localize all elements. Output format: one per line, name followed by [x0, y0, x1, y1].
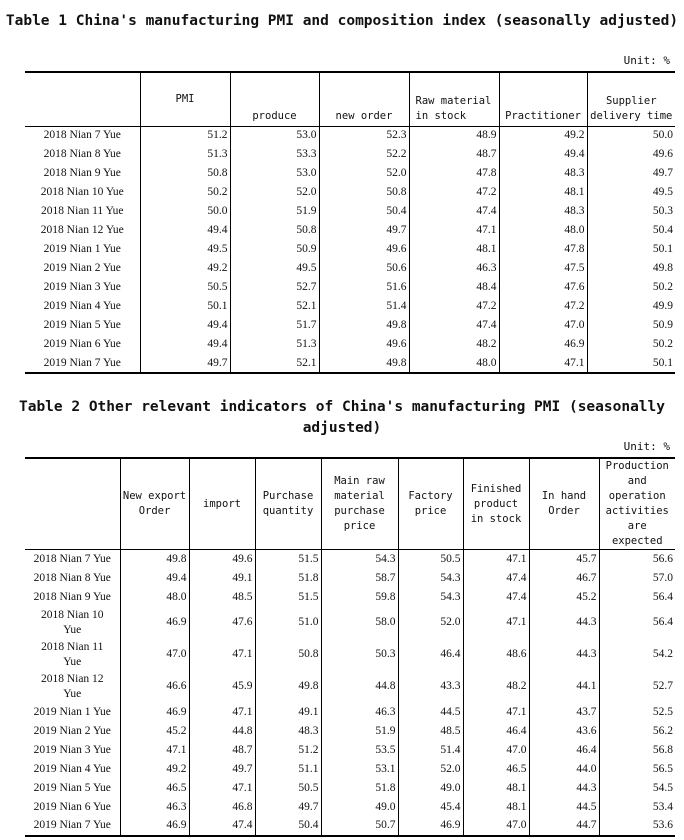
table-cell: 51.5: [255, 588, 321, 607]
table-row: [25, 335, 675, 354]
table-cell: 44.0: [529, 760, 599, 779]
table-cell: 51.4: [319, 297, 409, 316]
table-row: [25, 183, 675, 202]
row-label: 2018 Nian 8 Yue: [43, 148, 121, 160]
table-cell: 47.6: [189, 607, 255, 639]
table-cell: 47.4: [409, 316, 499, 335]
table-cell: 46.9: [499, 335, 587, 354]
table-cell: 52.5: [599, 703, 675, 722]
table-row: [25, 741, 675, 760]
table-cell: 53.5: [321, 741, 398, 760]
row-label: 2019 Nian 2 Yue: [43, 262, 121, 274]
table-cell: 48.3: [255, 722, 321, 741]
table-cell: 51.7: [230, 316, 319, 335]
row-label: 2018 Nian 7 Yue: [43, 129, 121, 142]
table2-header: import: [189, 458, 255, 550]
table-cell: 49.5: [230, 259, 319, 278]
table2-header-row: [25, 458, 675, 550]
table-cell: 51.0: [255, 607, 321, 639]
table-row: [25, 798, 675, 817]
table-cell: 46.9: [120, 607, 189, 639]
table-cell: 50.6: [319, 259, 409, 278]
table-cell: 44.3: [529, 779, 599, 798]
table1-header: produce: [230, 72, 319, 126]
table-cell: 52.2: [319, 145, 409, 164]
table-cell: 46.9: [120, 703, 189, 722]
table-cell: 43.3: [398, 671, 463, 703]
table-cell: 43.6: [529, 722, 599, 741]
table-cell: 50.3: [321, 639, 398, 671]
table-cell: 48.0: [499, 221, 587, 240]
table-cell: 54.5: [599, 779, 675, 798]
table2-title: Table 2 Other relevant indicators of China's manufacturing PMI (seasonally adjusted): [18, 399, 665, 436]
table-row: [25, 569, 675, 588]
table2-header: Production and operation activities are expected: [599, 458, 675, 550]
row-label: 2019 Nian 5 Yue: [43, 319, 121, 331]
table-cell: 58.0: [321, 607, 398, 639]
table-cell: 53.0: [230, 164, 319, 183]
table-cell: 49.5: [587, 183, 675, 202]
table2-corner: [25, 458, 120, 550]
table-cell: 50.8: [319, 183, 409, 202]
table-cell: 47.1: [463, 550, 529, 569]
table-cell: 54.3: [398, 569, 463, 588]
table1-unit: Unit: %: [623, 54, 670, 67]
table-row: [25, 354, 675, 373]
table-cell: 52.3: [319, 126, 409, 145]
table-cell: 50.8: [230, 221, 319, 240]
table-cell: 48.2: [409, 335, 499, 354]
table1-header: Supplier delivery time: [587, 72, 675, 126]
table-cell: 45.7: [529, 550, 599, 569]
table-cell: 46.8: [189, 798, 255, 817]
table-cell: 54.3: [398, 588, 463, 607]
table-cell: 46.7: [529, 569, 599, 588]
table1-header: new order: [319, 72, 409, 126]
table-cell: 47.0: [463, 817, 529, 836]
row-label: 2019 Nian 4 Yue: [43, 300, 121, 312]
table-cell: 46.5: [463, 760, 529, 779]
table1-corner: [25, 72, 140, 126]
table-cell: 50.2: [587, 278, 675, 297]
table-cell: 49.6: [189, 550, 255, 569]
table-cell: 56.8: [599, 741, 675, 760]
row-label: 2018 Nian 12 Yue: [40, 224, 124, 236]
table-cell: 47.0: [120, 639, 189, 671]
table-cell: 50.2: [140, 183, 230, 202]
table-cell: 46.9: [120, 817, 189, 836]
table-cell: 49.1: [189, 569, 255, 588]
table-cell: 45.9: [189, 671, 255, 703]
table-cell: 54.2: [599, 639, 675, 671]
table-cell: 52.0: [230, 183, 319, 202]
table-cell: 56.4: [599, 588, 675, 607]
table-cell: 52.1: [230, 297, 319, 316]
table-cell: 51.9: [230, 202, 319, 221]
table-cell: 50.5: [398, 550, 463, 569]
table-cell: 48.2: [463, 671, 529, 703]
row-label: 2019 Nian 4 Yue: [33, 762, 111, 775]
table-cell: 56.6: [599, 550, 675, 569]
table-cell: 50.0: [587, 126, 675, 145]
table-cell: 48.5: [189, 588, 255, 607]
table-cell: 59.8: [321, 588, 398, 607]
row-label: 2019 Nian 7 Yue: [43, 356, 121, 369]
table-cell: 44.5: [398, 703, 463, 722]
table-cell: 44.5: [529, 798, 599, 817]
table-cell: 47.1: [120, 741, 189, 760]
table-cell: 46.4: [398, 639, 463, 671]
table-cell: 46.9: [398, 817, 463, 836]
table-cell: 53.0: [230, 126, 319, 145]
table-cell: 49.6: [319, 240, 409, 259]
table-cell: 56.5: [599, 760, 675, 779]
table-cell: 47.1: [463, 703, 529, 722]
table-cell: 49.0: [321, 798, 398, 817]
table-cell: 49.9: [587, 297, 675, 316]
table-cell: 49.2: [499, 126, 587, 145]
table-row: [25, 607, 675, 639]
table-cell: 49.4: [499, 145, 587, 164]
table-cell: 48.0: [409, 354, 499, 373]
table-row: [25, 722, 675, 741]
table-cell: 47.8: [499, 240, 587, 259]
table-cell: 49.2: [140, 259, 230, 278]
table-cell: 49.5: [140, 240, 230, 259]
table1-header: Practitioner: [499, 72, 587, 126]
table-cell: 47.2: [409, 183, 499, 202]
table-cell: 47.0: [463, 741, 529, 760]
row-label: 2019 Nian 7 Yue: [33, 819, 111, 831]
table-cell: 46.4: [463, 722, 529, 741]
table-row: [25, 297, 675, 316]
table-cell: 50.5: [140, 278, 230, 297]
table-cell: 51.5: [255, 550, 321, 569]
table-cell: 49.0: [398, 779, 463, 798]
table-row: [25, 164, 675, 183]
table-row: [25, 240, 675, 259]
row-label: 2019 Nian 1 Yue: [33, 705, 111, 718]
row-label: 2018 Nian 9 Yue: [33, 590, 111, 603]
row-label: 2019 Nian 3 Yue: [33, 743, 111, 756]
table-cell: 47.5: [499, 259, 587, 278]
table1-title: Table 1 China's manufacturing PMI and composition index (seasonally adjusted): [5, 13, 679, 29]
table1: [25, 71, 675, 374]
table-cell: 51.4: [398, 741, 463, 760]
table-cell: 49.6: [319, 335, 409, 354]
row-label: 2019 Nian 1 Yue: [43, 243, 121, 255]
table-cell: 47.4: [463, 588, 529, 607]
table-row: [25, 221, 675, 240]
table-cell: 48.6: [463, 639, 529, 671]
table-cell: 47.1: [189, 639, 255, 671]
row-label: 2018 Nian 7 Yue: [33, 552, 111, 565]
table2-header: Purchase quantity: [255, 458, 321, 550]
table-cell: 49.2: [120, 760, 189, 779]
table-cell: 44.8: [321, 671, 398, 703]
table-cell: 49.4: [140, 316, 230, 335]
table-cell: 49.7: [255, 798, 321, 817]
row-label: 2018 Nian 11 Yue: [41, 640, 104, 668]
table-cell: 48.7: [189, 741, 255, 760]
table-cell: 52.1: [230, 354, 319, 373]
table2-header: In hand Order: [529, 458, 599, 550]
table-cell: 47.4: [463, 569, 529, 588]
table-cell: 49.8: [319, 316, 409, 335]
table-cell: 47.1: [409, 221, 499, 240]
table-cell: 51.8: [255, 569, 321, 588]
table-cell: 46.3: [409, 259, 499, 278]
table-cell: 47.1: [463, 607, 529, 639]
table-cell: 47.6: [499, 278, 587, 297]
table-cell: 52.0: [398, 760, 463, 779]
table-cell: 46.6: [120, 671, 189, 703]
table-cell: 49.4: [140, 335, 230, 354]
row-label: 2019 Nian 5 Yue: [33, 781, 111, 794]
table-cell: 53.6: [599, 817, 675, 836]
table-cell: 49.4: [120, 569, 189, 588]
table-cell: 46.3: [120, 798, 189, 817]
table-row: [25, 145, 675, 164]
table-cell: 48.1: [463, 779, 529, 798]
table-cell: 44.1: [529, 671, 599, 703]
row-label: 2018 Nian 8 Yue: [33, 571, 111, 584]
table-cell: 48.5: [398, 722, 463, 741]
table-cell: 49.4: [140, 221, 230, 240]
table-cell: 48.0: [120, 588, 189, 607]
table-cell: 43.7: [529, 703, 599, 722]
table-cell: 45.2: [120, 722, 189, 741]
table-cell: 46.3: [321, 703, 398, 722]
table-cell: 45.2: [529, 588, 599, 607]
table-cell: 57.0: [599, 569, 675, 588]
table-cell: 53.4: [599, 798, 675, 817]
table-cell: 53.3: [230, 145, 319, 164]
table-cell: 56.4: [599, 607, 675, 639]
table-cell: 48.1: [499, 183, 587, 202]
table-cell: 50.9: [230, 240, 319, 259]
table-cell: 52.0: [319, 164, 409, 183]
table-cell: 47.4: [189, 817, 255, 836]
table-cell: 48.7: [409, 145, 499, 164]
table-row: [25, 126, 675, 145]
table-cell: 49.8: [255, 671, 321, 703]
row-label: 2019 Nian 3 Yue: [43, 281, 121, 293]
table-cell: 48.3: [499, 164, 587, 183]
table-cell: 51.3: [230, 335, 319, 354]
table-cell: 51.8: [321, 779, 398, 798]
table-cell: 50.7: [321, 817, 398, 836]
table-cell: 49.7: [587, 164, 675, 183]
table-cell: 50.1: [587, 354, 675, 373]
table-cell: 50.4: [319, 202, 409, 221]
table-cell: 49.8: [319, 354, 409, 373]
table-cell: 49.7: [319, 221, 409, 240]
table-cell: 49.6: [587, 145, 675, 164]
table-cell: 44.7: [529, 817, 599, 836]
table-cell: 50.8: [255, 639, 321, 671]
table-cell: 44.3: [529, 639, 599, 671]
table-cell: 54.3: [321, 550, 398, 569]
table-cell: 45.4: [398, 798, 463, 817]
table-cell: 50.5: [255, 779, 321, 798]
row-label: 2019 Nian 6 Yue: [43, 338, 121, 350]
table-cell: 50.9: [587, 316, 675, 335]
table-row: [25, 316, 675, 335]
row-label: 2018 Nian 10 Yue: [40, 608, 104, 636]
table-cell: 50.3: [587, 202, 675, 221]
table2-header: Main raw material purchase price: [321, 458, 398, 550]
table2-unit: Unit: %: [623, 440, 670, 453]
table-cell: 47.2: [499, 297, 587, 316]
table2-header: Finished product in stock: [463, 458, 529, 550]
table-cell: 47.1: [499, 354, 587, 373]
table-cell: 51.2: [140, 126, 230, 145]
table-cell: 50.4: [587, 221, 675, 240]
table-cell: 48.9: [409, 126, 499, 145]
row-label: 2019 Nian 6 Yue: [33, 800, 111, 813]
table-cell: 50.1: [587, 240, 675, 259]
row-label: 2018 Nian 12 Yue: [40, 672, 104, 700]
table-row: [25, 278, 675, 297]
table-cell: 51.9: [321, 722, 398, 741]
table-cell: 48.1: [463, 798, 529, 817]
table-cell: 49.7: [189, 760, 255, 779]
row-label: 2018 Nian 9 Yue: [43, 167, 121, 179]
table-cell: 48.4: [409, 278, 499, 297]
table-cell: 49.7: [140, 354, 230, 373]
table1-header: Raw material in stock: [409, 72, 499, 126]
table1-header-row: [25, 72, 675, 126]
table-cell: 44.3: [529, 607, 599, 639]
table-row: [25, 817, 675, 836]
table2: [25, 457, 675, 837]
table-cell: 47.8: [409, 164, 499, 183]
table-cell: 48.3: [499, 202, 587, 221]
table-cell: 56.2: [599, 722, 675, 741]
table-cell: 50.2: [587, 335, 675, 354]
table-cell: 52.7: [599, 671, 675, 703]
row-label: 2018 Nian 10 Yue: [40, 186, 124, 198]
table-cell: 47.0: [499, 316, 587, 335]
table-cell: 53.1: [321, 760, 398, 779]
table-cell: 49.1: [255, 703, 321, 722]
table-row: [25, 671, 675, 703]
table-row: [25, 639, 675, 671]
table-row: [25, 779, 675, 798]
table-row: [25, 703, 675, 722]
table-cell: 52.7: [230, 278, 319, 297]
table-cell: 44.8: [189, 722, 255, 741]
table-row: [25, 259, 675, 278]
table2-header: New export Order: [120, 458, 189, 550]
table1-header: PMI: [140, 72, 230, 126]
table-cell: 47.1: [189, 779, 255, 798]
table-cell: 49.8: [587, 259, 675, 278]
table2-header: Factory price: [398, 458, 463, 550]
table-cell: 46.5: [120, 779, 189, 798]
row-label: 2018 Nian 11 Yue: [40, 205, 124, 217]
table-row: [25, 588, 675, 607]
table-row: [25, 202, 675, 221]
table-cell: 51.6: [319, 278, 409, 297]
table-row: [25, 760, 675, 779]
table-cell: 47.4: [409, 202, 499, 221]
table-cell: 50.1: [140, 297, 230, 316]
row-label: 2019 Nian 2 Yue: [33, 724, 111, 737]
table-cell: 58.7: [321, 569, 398, 588]
table-cell: 47.2: [409, 297, 499, 316]
table-cell: 50.8: [140, 164, 230, 183]
table-cell: 47.1: [189, 703, 255, 722]
table-cell: 48.1: [409, 240, 499, 259]
table-cell: 51.2: [255, 741, 321, 760]
table-cell: 50.0: [140, 202, 230, 221]
table-cell: 51.1: [255, 760, 321, 779]
table-cell: 52.0: [398, 607, 463, 639]
table-cell: 51.3: [140, 145, 230, 164]
table-cell: 50.4: [255, 817, 321, 836]
table-row: [25, 550, 675, 569]
table-cell: 49.8: [120, 550, 189, 569]
table-cell: 46.4: [529, 741, 599, 760]
